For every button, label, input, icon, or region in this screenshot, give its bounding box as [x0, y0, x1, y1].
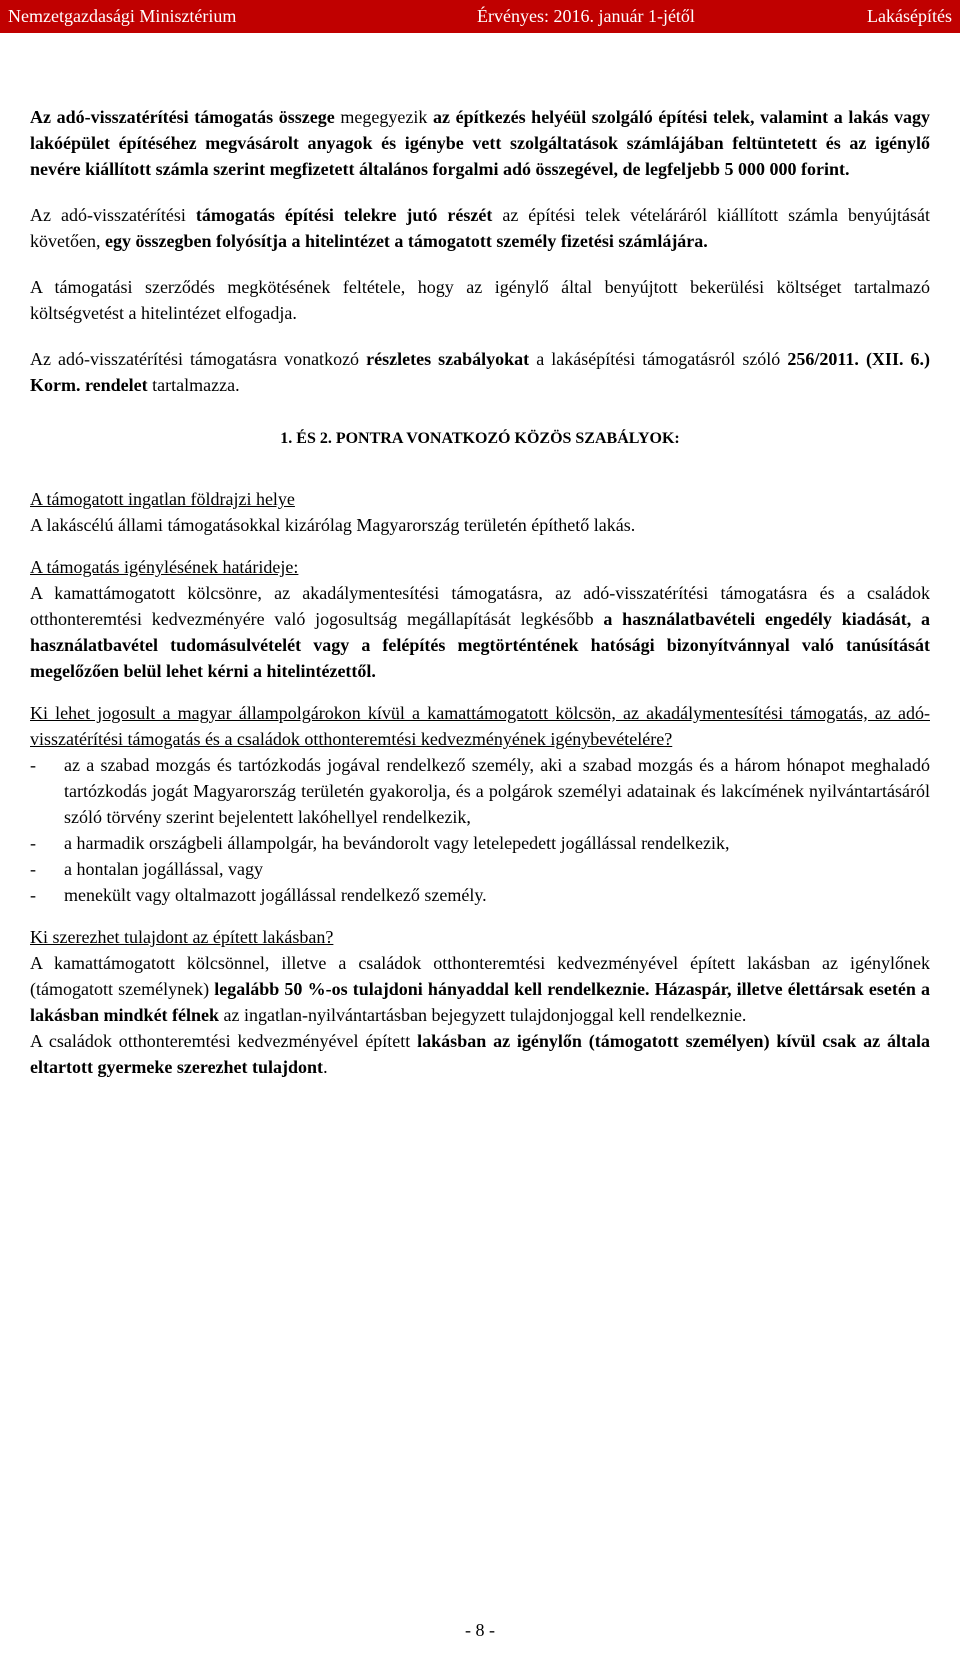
heading-location: A támogatott ingatlan földrajzi helye: [30, 489, 295, 509]
text-ownership: A kamattámogatott kölcsönnel, illetve a családok otthonteremtési kedvezményével épített lakásban az igénylőnek (támogatott személynek) legalább 50 %-os tulajdoni hányaddal kell rendelkeznie. Házaspár, illetve élettársak esetén a lakásban mindkét félnek az ingatlan-nyilvántartásban bejegyzett tulajdonjoggal kell rendelkeznie.: [30, 953, 931, 1025]
page-number: - 8 -: [465, 1620, 495, 1640]
page-header: [0, 0, 960, 33]
header-validity: Érvényes: 2016. január 1-jétől: [477, 6, 695, 26]
text-ownership-children: A családok otthonteremtési kedvezményével épített lakásban az igénylőn (támogatott személyen) kívül csak az általa eltartott gyermeke szerezhet tulajdont.: [30, 1031, 931, 1077]
list-item: - menekült vagy oltalmazott jogállással rendelkező személy.: [30, 882, 930, 908]
list-item: - a harmadik országbeli állampolgár, ha bevándorolt vagy letelepedett jogállással rendelkezik,: [30, 830, 930, 856]
header-topic: Lakásépítés: [867, 6, 952, 26]
paragraph-contract-condition: A támogatási szerződés megkötésének feltétele, hogy az igénylő által benyújtott bekerülési költséget tartalmazó költségvetést a hitelintézet elfogadja.: [30, 277, 930, 323]
header-ministry: Nemzetgazdasági Minisztérium: [8, 6, 237, 26]
list-item: - az a szabad mozgás és tartózkodás jogával rendelkező személy, aki a szabad mozgás és a három hónapot meghaladó tartózkodás jogát Magyarország területén gyakorolja, és a polgárok személyi adatainak és lakcímének nyilvántartásáról szóló törvény szerint bejelentett lakóhellyel rendelkezik,: [30, 752, 930, 830]
section-title: 1. ÉS 2. PONTRA VONATKOZÓ KÖZÖS SZABÁLYOK:: [280, 430, 680, 447]
text-location: A lakáscélú állami támogatásokkal kizárólag Magyarország területén építhető lakás.: [30, 515, 636, 535]
list-item: - a hontalan jogállással, vagy: [30, 856, 930, 882]
eligibility-list: [30, 752, 930, 908]
heading-deadline: A támogatás igénylésének határideje:: [30, 557, 299, 577]
document-body: [30, 104, 930, 1080]
paragraph-tax-refund-amount: Az adó-visszatérítési támogatás összege megegyezik az építkezés helyéül szolgáló építési telek, valamint a lakás vagy lakóépület építéséhez megvásárolt anyagok és igénybe vett szolgáltatások számlájában feltüntetett és az igénylő nevére kiállított számla szerint megfizetett általános forgalmi adó összegével, de legfeljebb 5 000 000 forint.: [30, 107, 930, 179]
text-deadline: A kamattámogatott kölcsönre, az akadálymentesítési támogatásra, az adó-visszatérítési támogatásra és a családok otthonteremtési kedvezményére való jogosultság megállapítását legkésőbb a használatbavételi engedély kiadását, a használatbavétel tudomásulvételét vagy a felépítés megtörténtének hatósági bizonyítvánnyal való tanúsítását megelőzően belül lehet kérni a hitelintézettől.: [30, 583, 930, 681]
heading-ownership: Ki szerezhet tulajdont az épített lakásban?: [30, 927, 334, 947]
heading-eligibility: Ki lehet jogosult a magyar állampolgárokon kívül a kamattámogatott kölcsön, az akadálymentesítési támogatás, az adó-visszatérítési támogatás és a családok otthonteremtési kedvezményének igénybevételére?: [30, 703, 930, 749]
paragraph-plot-payment: Az adó-visszatérítési támogatás építési telekre jutó részét az építési telek vételáráról kiállított számla benyújtását követően, egy összegben folyósítja a hitelintézet a támogatott személy fizetési számlájára.: [30, 205, 930, 251]
paragraph-detailed-rules: Az adó-visszatérítési támogatásra vonatkozó részletes szabályokat a lakásépítési támogatásról szóló 256/2011. (XII. 6.) Korm. rendelet tartalmazza.: [30, 349, 930, 395]
